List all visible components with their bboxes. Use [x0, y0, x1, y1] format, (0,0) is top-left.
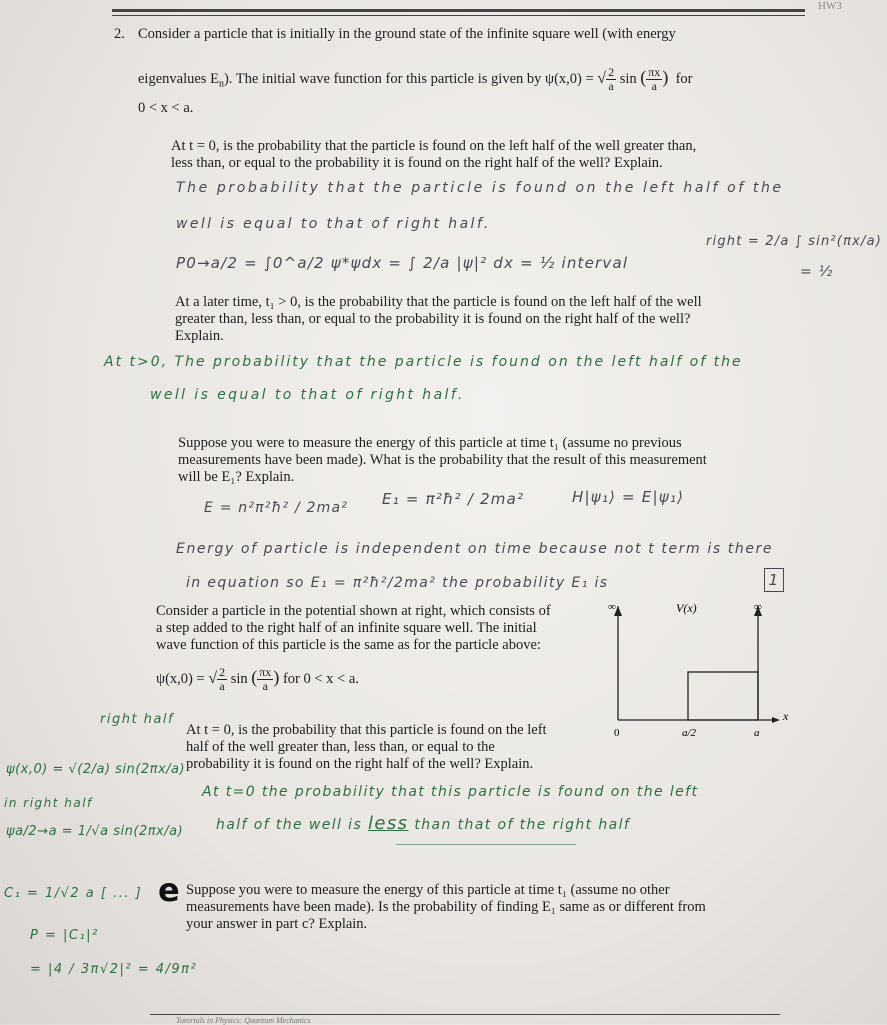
tick-half: a/2	[682, 727, 697, 739]
part-d-question-line2: half of the well greater than, less than, or equal to the	[186, 739, 495, 755]
margin-note-wf: ψ(x,0) = √(2/a) sin(2πx/a)	[6, 762, 186, 777]
part-c-boxed-answer: 1	[764, 568, 784, 592]
part-e-margin-line3: = |4 / 3π√2|² = 4/9π²	[30, 962, 198, 977]
footer-text: Tutorials in Physics: Quantum Mechanics	[176, 1016, 311, 1025]
tick-0: 0	[614, 727, 620, 739]
part-a-answer-line3: P0→a/2 = ∫0^a/2 ψ*ψdx = ∫ 2/a |ψ|² dx = ½ interval	[176, 254, 629, 272]
part-e-letter: e	[158, 871, 180, 909]
answer-underline	[396, 844, 576, 845]
part-c-formula-3: H|ψ₁⟩ = E|ψ₁⟩	[572, 488, 685, 506]
part-d-wavefunction: ψ(x,0) = √ $\frac{2}{a}$ sin ( $\frac{\pi x}{a}$ ) for 0 < x < a.	[156, 665, 359, 693]
x-axis-arrow	[772, 717, 780, 723]
margin-note-wf-right: ψa/2→a = 1/√a sin(2πx/a)	[6, 824, 184, 839]
wf-range: for 0 < x < a.	[282, 670, 359, 687]
part-b-answer-line2: well is equal to that of right half.	[150, 387, 465, 403]
part-a-answer-right2: = ½	[800, 264, 834, 280]
problem-range: 0 < x < a.	[138, 100, 194, 116]
part-c-question-line3: will be E₁? Explain.	[178, 469, 295, 485]
part-b-question-line3: Explain.	[175, 328, 224, 344]
part-e-question-line1: Suppose you were to measure the energy of this particle at time t₁ (assume no other	[186, 882, 670, 898]
margin-note-in-right-half: in right half	[4, 796, 93, 810]
part-c-answer-line2: in equation so E₁ = π²ħ²/2ma² the probability E₁ is	[186, 575, 609, 591]
part-a-answer-line2: well is equal to that of right half.	[176, 216, 491, 232]
part-d-answer-line1: At t=0 the probability that this particle is found on the left	[202, 784, 699, 800]
wf-sin: sin	[230, 670, 248, 687]
infinity-left-label: ∞	[608, 601, 616, 613]
tick-a: a	[754, 727, 760, 739]
part-d-answer-emphasis: less	[368, 813, 409, 834]
part-d-answer-line2-c: than that of the right half	[414, 817, 631, 833]
part-b-question-line2: greater than, less than, or equal to the probability it is found on the right half of the well?	[175, 311, 691, 327]
part-c-answer-line1: Energy of particle is independent on time because not t term is there	[176, 541, 774, 557]
part-d-intro-line1: Consider a particle in the potential shown at right, which consists of	[156, 603, 551, 619]
wf-sqrt-frac: $\frac{2}{a}$	[219, 665, 226, 693]
intro-sqrt-frac: $\frac{2}{a}$	[608, 65, 615, 93]
part-c-formula-2: E₁ = π²ħ² / 2ma²	[382, 490, 525, 508]
footer-rule	[150, 1014, 780, 1015]
intro-for: for	[675, 70, 693, 87]
part-a-answer-right: right = 2/a ∫ sin²(πx/a)	[706, 234, 883, 249]
wf-lhs: ψ(x,0) =	[156, 670, 205, 687]
problem-intro-line1: Consider a particle that is initially in the ground state of the infinite square well (with energy	[138, 26, 676, 42]
part-a-answer-line1: The probability that the particle is found on the left half of the	[176, 180, 784, 196]
intro-arg-frac: $\frac{\pi x}{a}$	[648, 65, 661, 93]
part-e-question-line2: measurements have been made). Is the probability of finding E₁ same as or different from	[186, 899, 706, 915]
margin-note-right-half: right half	[100, 712, 175, 727]
part-e-question-line3: your answer in part c? Explain.	[186, 916, 368, 932]
part-d-question-line3: probability it is found on the right half of the well? Explain.	[186, 756, 534, 772]
part-e-margin-line1: C₁ = 1/√2 a [ ... ]	[4, 886, 143, 901]
intro-eigen-text: eigenvalues E	[138, 70, 219, 87]
part-d-question-line1: At t = 0, is the probability that this particle is found on the left	[186, 722, 547, 738]
part-c-formula-1: E = n²π²ħ² / 2ma²	[204, 500, 349, 516]
intro-wf-text: ). The initial wave function for this particle is given by ψ(x,0) =	[223, 70, 594, 87]
part-d-intro-line2: a step added to the right half of an infinite square well. The initial	[156, 620, 537, 636]
wf-arg-frac: $\frac{\pi x}{a}$	[259, 665, 272, 693]
part-a-question-line2: less than, or equal to the probability it is found on the right half of the well? Explain.	[171, 155, 663, 171]
part-c-question-line2: measurements have been made). What is the probability that the result of this measurement	[178, 452, 707, 468]
part-b-question-line1: At a later time, t₁ > 0, is the probability that the particle is found on the left half of the well	[175, 294, 702, 310]
potential-step	[688, 672, 758, 720]
part-d-answer-line2	[216, 813, 630, 834]
part-d-intro-line3: wave function of this particle is the same as for the particle above:	[156, 637, 541, 653]
part-c-question-line1: Suppose you were to measure the energy of this particle at time t₁ (assume no previous	[178, 435, 682, 451]
problem-intro-line2: eigenvalues $E_n$). The initial wave function for this particle is given by ψ(x,0) = √ $\frac{2}{a}$ sin ( $\frac{\pi x}{a}$ ) for	[138, 65, 693, 93]
top-rule-thin	[112, 15, 805, 16]
potential-graph	[596, 596, 796, 746]
intro-sin: sin	[619, 70, 637, 87]
y-axis-label: V(x)	[676, 601, 697, 615]
part-b-answer-line1: At t>0, The probability that the particle is found on the left half of the	[104, 354, 743, 370]
corner-mark: HW3	[818, 0, 842, 12]
top-rule-thick	[112, 9, 805, 12]
part-a-question-line1: At t = 0, is the probability that the particle is found on the left half of the well greater than,	[171, 138, 697, 154]
infinity-right-label: ∞	[754, 601, 762, 613]
part-e-margin-line2: P = |C₁|²	[30, 928, 99, 943]
problem-number: 2.	[114, 26, 125, 42]
part-d-answer-line2-a: half of the well is	[216, 817, 363, 833]
x-axis-label: x	[783, 709, 789, 723]
